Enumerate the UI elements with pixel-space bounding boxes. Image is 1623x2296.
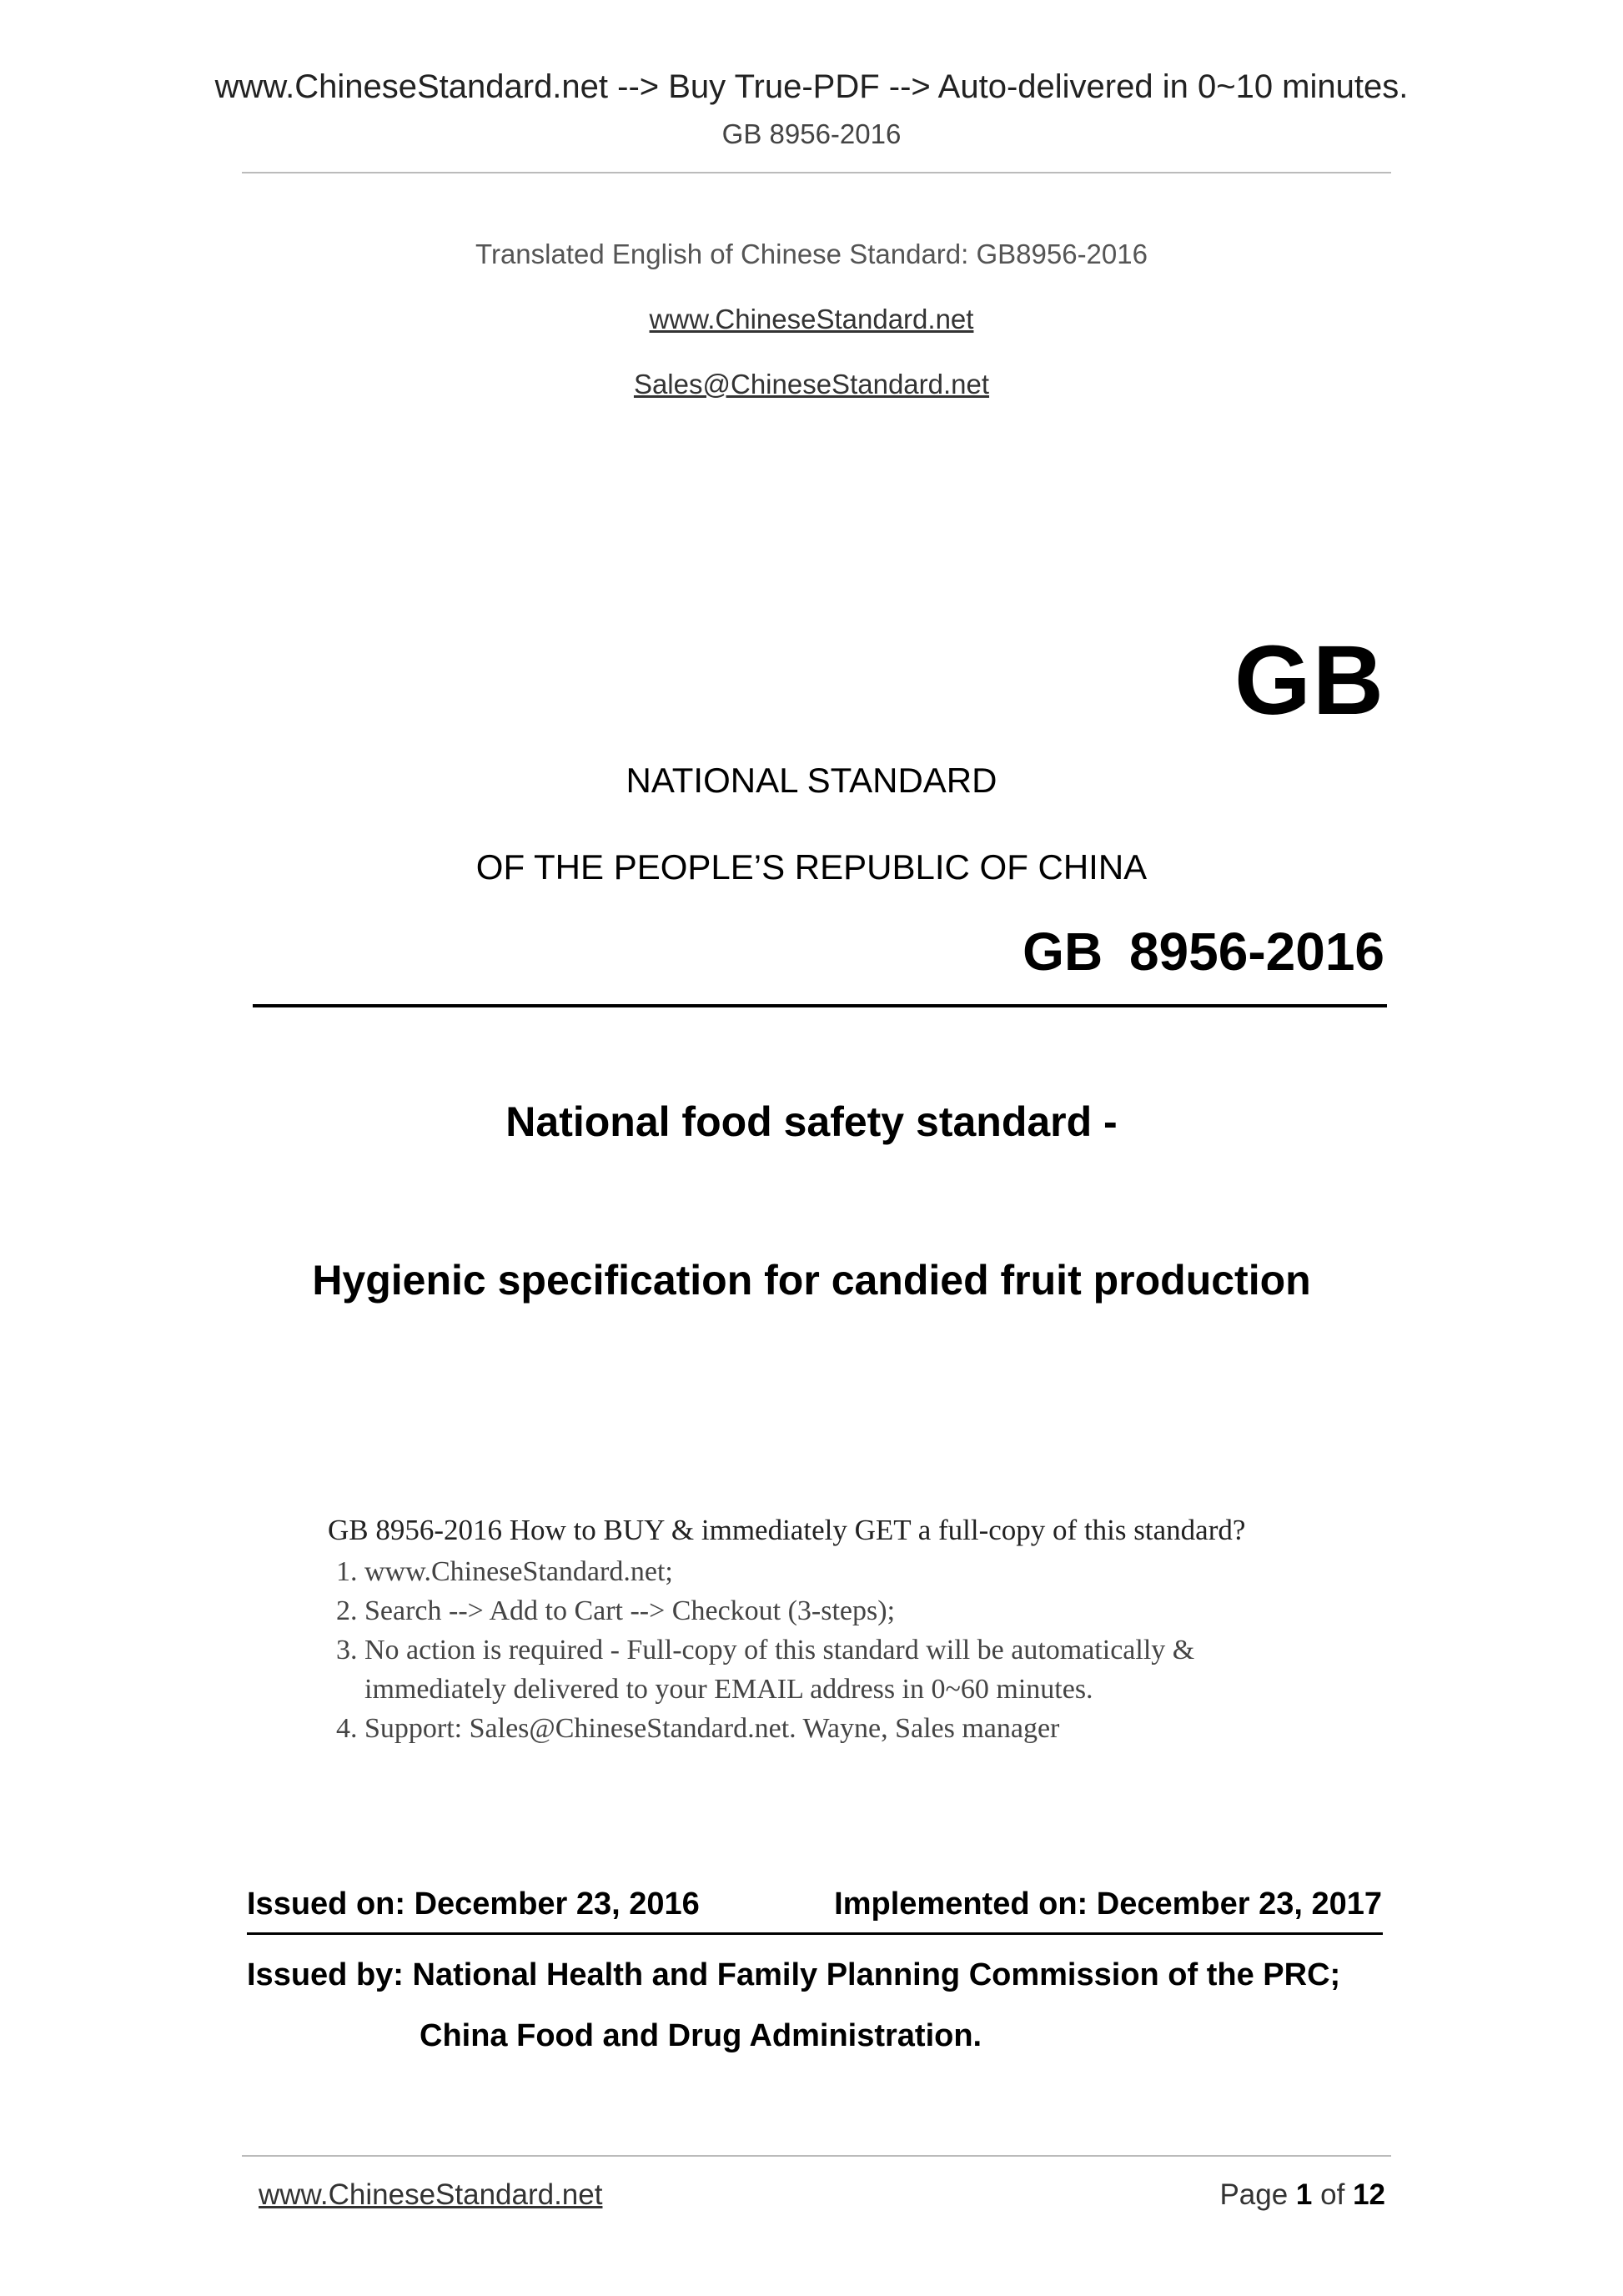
- translated-line: Translated English of Chinese Standard: GB8956-2016: [475, 239, 1148, 269]
- website-link[interactable]: www.ChineseStandard.net: [649, 304, 974, 334]
- header-code: GB 8956-2016: [721, 118, 902, 149]
- standard-code: GB 8956-2016: [1023, 922, 1384, 982]
- buy-step-3: 3. No action is required - Full-copy of this standard will be automatically & immediately delivered to your EMAIL address in 0~60 minutes.: [364, 1630, 1329, 1709]
- gb-mark: GB: [1234, 625, 1385, 736]
- header-divider: [242, 172, 1391, 173]
- buy-instructions: [328, 1514, 1329, 1748]
- page-indicator: [1219, 2178, 1385, 2212]
- issued-by: Issued by: National Health and Family Planning Commission of the PRC;: [247, 1957, 1341, 1992]
- buy-step-4: 4. Support: Sales@ChineseStandard.net. Wayne, Sales manager: [364, 1709, 1329, 1748]
- national-standard-line1: NATIONAL STANDARD: [626, 761, 997, 800]
- page-current: 1: [1295, 2178, 1313, 2211]
- buy-question: GB 8956-2016 How to BUY & immediately GET a full-copy of this standard?: [328, 1514, 1246, 1546]
- code-divider: [253, 1004, 1387, 1007]
- issued-by-second: China Food and Drug Administration.: [420, 2018, 982, 2053]
- implemented-on: Implemented on: December 23, 2017: [834, 1887, 1382, 1922]
- footer-divider: [242, 2155, 1391, 2157]
- national-standard-line2: OF THE PEOPLE’S REPUBLIC OF CHINA: [475, 847, 1148, 887]
- issue-divider: [247, 1932, 1383, 1935]
- email-link[interactable]: Sales@ChineseStandard.net: [633, 369, 990, 399]
- page-total: 12: [1353, 2178, 1385, 2211]
- buy-steps: [328, 1552, 1329, 1748]
- page-label: Page: [1219, 2178, 1289, 2211]
- title-line2: Hygienic specification for candied fruit production: [312, 1257, 1311, 1304]
- buy-step-2: 2. Search --> Add to Cart --> Checkout (3-steps);: [364, 1591, 1329, 1630]
- footer-website-link[interactable]: www.ChineseStandard.net: [259, 2178, 603, 2211]
- header-banner: www.ChineseStandard.net --> Buy True-PDF --> Auto-delivered in 0~10 minutes.: [214, 68, 1409, 105]
- issued-on: Issued on: December 23, 2016: [247, 1887, 700, 1922]
- buy-step-1: 1. www.ChineseStandard.net;: [364, 1552, 1329, 1591]
- title-line1: National food safety standard -: [505, 1098, 1118, 1145]
- page-of: of: [1320, 2178, 1345, 2211]
